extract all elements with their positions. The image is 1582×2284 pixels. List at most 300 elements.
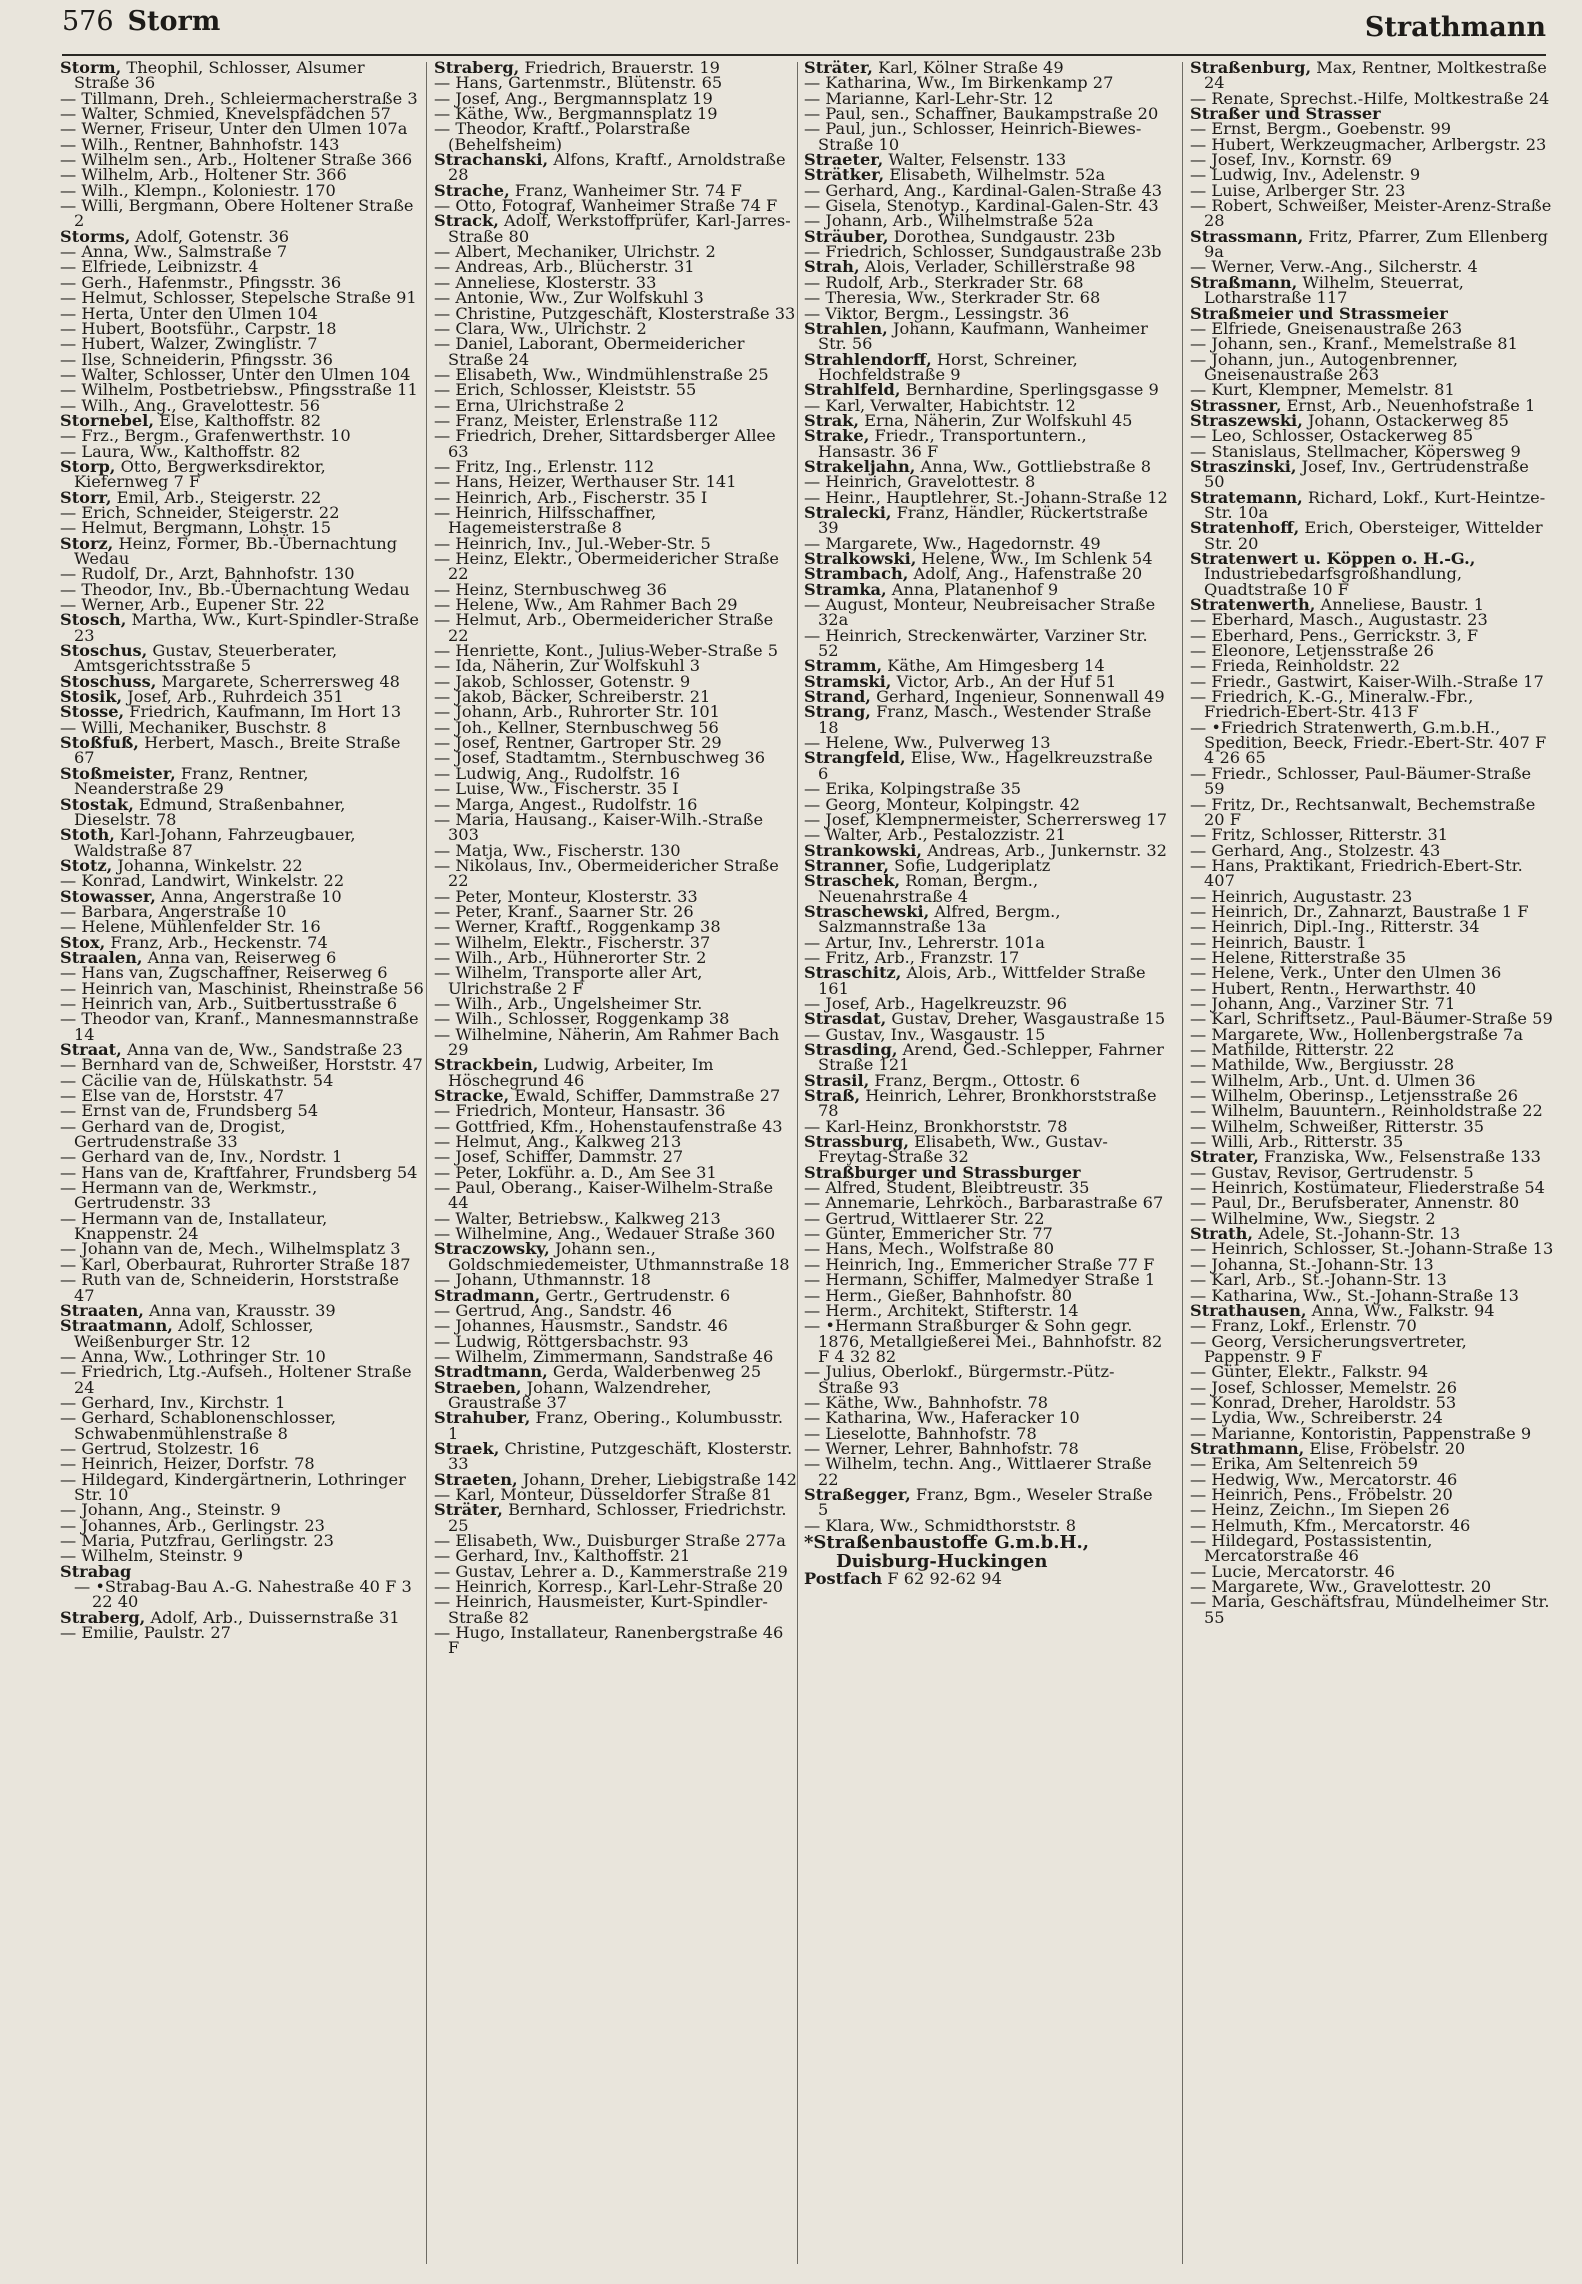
directory-entry: — Johannes, Arb., Gerlingstr. 23 [60, 1515, 325, 1535]
directory-entry: Stox, Franz, Arb., Heckenstr. 74 [60, 932, 328, 952]
directory-entry: — Helmut, Ang., Kalkweg 213 [434, 1132, 682, 1152]
directory-entry: Stranner, Sofie, Ludgeriplatz [804, 855, 1051, 875]
directory-entry: Stosch, Martha, Ww., Kurt-Spindler-Straße 23 [60, 610, 419, 645]
directory-entry: — Joh., Kellner, Sternbuschweg 56 [434, 717, 719, 737]
directory-entry: — Johannes, Hausmstr., Sandstr. 46 [434, 1316, 728, 1336]
directory-entry: — Jakob, Bäcker, Schreiberstr. 21 [434, 687, 711, 707]
directory-entry: Storp, Otto, Bergwerksdirektor, Kiefernweg 7 F [60, 456, 326, 492]
directory-entry: Strassner, Ernst, Arb., Neuenhofstraße 1 [1190, 395, 1536, 415]
directory-entry: — Eleonore, Letjensstraße 26 [1190, 641, 1434, 661]
directory-entry: Strassmann, Fritz, Pfarrer, Zum Ellenberg 9a [1190, 226, 1549, 262]
directory-entry: — Wilhelm, Transporte aller Art, Ulrichstraße 2 F [434, 963, 703, 998]
directory-entry: Stradmann, Gertr., Gertrudenstr. 6 [434, 1285, 731, 1305]
directory-entry: Storr, Emil, Arb., Steigerstr. 22 [60, 487, 322, 507]
directory-entry: — Hans, Heizer, Werthauser Str. 141 [434, 472, 737, 492]
directory-entry: Straaten, Anna van, Krausstr. 39 [60, 1300, 336, 1320]
directory-entry: Straßegger, Franz, Bgm., Weseler Straße 5 [804, 1484, 1153, 1520]
directory-entry: Storm, Theophil, Schlosser, Alsumer Straße 36 [60, 60, 365, 93]
directory-entry: Stralkowski, Helene, Ww., Im Schlenk 54 [804, 549, 1153, 568]
directory-entry: — Paul, Dr., Berufsberater, Annenstr. 80 [1190, 1193, 1520, 1213]
directory-entry: Straeben, Johann, Walzendreher, Graustraße 37 [434, 1377, 712, 1412]
directory-entry: — Hans van de, Kraftfahrer, Frundsberg 54 [60, 1162, 418, 1182]
directory-entry: — Josef, Klempnermeister, Scherrersweg 17 [804, 809, 1168, 829]
directory-entry: — Fritz, Dr., Rechtsanwalt, Bechemstraße 20 F [1190, 794, 1536, 829]
directory-entry: — Helene, Mühlenfelder Str. 16 [60, 917, 321, 937]
directory-entry: — Ernst, Bergm., Goebenstr. 99 [1190, 119, 1452, 139]
directory-entry: Stowasser, Anna, Angerstraße 10 [60, 886, 342, 906]
directory-entry: — August, Monteur, Neubreisacher Straße 32a [804, 595, 1156, 630]
directory-entry: — Heinrich, Korresp., Karl-Lehr-Straße 20 [434, 1577, 784, 1597]
directory-entry: — Wilhelm, Arb., Holtener Str. 366 [60, 165, 347, 185]
directory-entry: Strätker, Elisabeth, Wilhelmstr. 52a [804, 165, 1106, 185]
directory-entry: — Clara, Ww., Ulrichstr. 2 [434, 318, 647, 338]
directory-entry: — Heinrich, Hausmeister, Kurt-Spindler-Straße 82 [434, 1592, 768, 1627]
directory-entry: — Gertrud, Wittlaerer Str. 22 [804, 1208, 1045, 1228]
directory-entry: — Heinrich, Inv., Jul.-Weber-Str. 5 [434, 533, 711, 553]
directory-entry: — Elfriede, Gneisenaustraße 263 [1190, 318, 1463, 338]
directory-entry: Straatmann, Adolf, Schlosser, Weißenburger Str. 12 [60, 1316, 314, 1351]
directory-entry: — Josef, Schiffer, Dammstr. 27 [434, 1147, 684, 1167]
directory-entry: — Gerh., Hafenmstr., Pfingsstr. 36 [60, 272, 342, 292]
directory-entry: — Wilh., Klempn., Koloniestr. 170 [60, 180, 336, 200]
directory-entry: — Paul, sen., Schaffner, Baukampstraße 20 [804, 104, 1159, 124]
directory-entry: — Hubert, Bootsführ., Carpstr. 18 [60, 318, 337, 338]
directory-entry: — Hildegard, Kindergärtnerin, Lothringer Str. 10 [60, 1469, 406, 1504]
directory-entry: — Gerhard, Inv., Kalthoffstr. 21 [434, 1546, 691, 1566]
directory-entry: Stostak, Edmund, Straßenbahner, Dieselstr. 78 [60, 794, 346, 829]
directory-entry: — Gerhard, Inv., Kirchstr. 1 [60, 1392, 286, 1412]
directory-entry: — Friedrich, Dreher, Sittardsberger Allee 63 [434, 426, 776, 461]
directory-entry: — Maria, Geschäftsfrau, Mündelheimer Str. 55 [1190, 1592, 1550, 1627]
directory-entry: Strand, Gerhard, Ingenieur, Sonnenwall 49 [804, 687, 1165, 707]
column-divider [1182, 62, 1183, 2264]
directory-entry: — Jakob, Schlosser, Gotenstr. 9 [434, 671, 691, 691]
directory-entry: — Lydia, Ww., Schreiberstr. 24 [1190, 1408, 1443, 1428]
directory-entry: — Wilh., Arb., Hühnerorter Str. 2 [434, 947, 707, 967]
directory-entry: — Werner, Lehrer, Bahnhofstr. 78 [804, 1438, 1079, 1458]
directory-entry: — Ruth van de, Schneiderin, Horststraße 47 [60, 1270, 399, 1305]
directory-entry: Straßmann, Wilhelm, Steuerrat, Lotharstraße 117 [1190, 272, 1464, 308]
directory-entry: — Eberhard, Masch., Augustastr. 23 [1190, 610, 1488, 630]
directory-entry: Straßenburg, Max, Rentner, Moltkestraße 24 [1190, 60, 1547, 93]
directory-entry: — Katharina, Ww., Haferacker 10 [804, 1408, 1080, 1428]
directory-entry: Sträter, Bernhard, Schlosser, Friedrichstr. 25 [434, 1500, 787, 1535]
directory-entry: — Wilhelm, techn. Ang., Wittlaerer Straße 22 [804, 1454, 1152, 1489]
directory-entry: — Luise, Arlberger Str. 23 [1190, 180, 1406, 200]
directory-entry: Strangfeld, Elise, Ww., Hagelkreuzstraße 6 [804, 748, 1153, 783]
directory-entry: Strachanski, Alfons, Kraftf., Arnoldstraße 28 [434, 150, 786, 185]
directory-entry: Strake, Friedr., Transportuntern., Hansastr. 36 F [804, 426, 1087, 461]
directory-entry: — Margarete, Ww., Hagedornstr. 49 [804, 533, 1101, 553]
directory-entry: — Tillmann, Dreh., Schleiermacherstraße 3 [60, 88, 418, 108]
directory-entry: — Walter, Schmied, Knevelspfädchen 57 [60, 104, 391, 124]
column-divider [797, 62, 798, 2264]
directory-entry: — Julius, Oberlokf., Bürgermstr.-Pütz-Straße 93 [804, 1362, 1115, 1397]
directory-entry: — Gerhard van de, Inv., Nordstr. 1 [60, 1147, 343, 1167]
directory-entry: — Wilh., Ang., Gravelottestr. 56 [60, 395, 321, 415]
directory-entry: Straczowsky, Johann sen., Goldschmiedemeister, Uthmannstraße 18 [434, 1239, 790, 1274]
directory-entry: — Wilhelm, Steinstr. 9 [60, 1546, 244, 1566]
directory-entry: Stotz, Johanna, Winkelstr. 22 [60, 855, 303, 875]
directory-entry: — Rudolf, Arb., Sterkrader Str. 68 [804, 272, 1084, 292]
directory-entry: Storms, Adolf, Gotenstr. 36 [60, 226, 290, 246]
directory-entry: — Karl-Heinz, Bronkhorststr. 78 [804, 1116, 1068, 1136]
directory-entry: — Hans, Mech., Wolfstraße 80 [804, 1239, 1054, 1259]
directory-entry: — Georg, Monteur, Kolpingstr. 42 [804, 794, 1081, 814]
directory-entry: — Artur, Inv., Lehrerstr. 101a [804, 932, 1045, 952]
directory-entry: Straschewski, Alfred, Bergm., Salzmannstraße 13a [804, 901, 1061, 937]
directory-entry: — Marga, Angest., Rudolfstr. 16 [434, 794, 698, 814]
directory-entry: Stramski, Victor, Arb., An der Huf 51 [804, 671, 1117, 691]
directory-entry: — Wilhelm sen., Arb., Holtener Straße 366 [60, 150, 413, 170]
directory-entry: Strakeljahn, Anna, Ww., Gottliebstraße 8 [804, 456, 1152, 476]
directory-entry: Strahuber, Franz, Obering., Kolumbusstr. 1 [434, 1408, 784, 1443]
directory-entry: — Friedr., Schlosser, Paul-Bäumer-Straße 59 [1190, 763, 1532, 799]
directory-entry: — Gottfried, Kfm., Hohenstaufenstraße 43 [434, 1116, 783, 1136]
directory-entry: Straberg, Adolf, Arb., Duissernstraße 31 [60, 1607, 400, 1627]
directory-entry: Strahlfeld, Bernhardine, Sperlingsgasse 9 [804, 380, 1159, 400]
directory-entry: — Heinrich, Gravelottestr. 8 [804, 472, 1036, 492]
directory-entry: — Wilhelm, Bauuntern., Reinholdstraße 22 [1190, 1101, 1543, 1121]
directory-entry: — Andreas, Arb., Blücherstr. 31 [434, 257, 695, 277]
column-2 [434, 60, 798, 2268]
directory-entry: — Hubert, Walzer, Zwinglistr. 7 [60, 334, 318, 354]
directory-entry: — Paul, jun., Schlosser, Heinrich-Biewes-Straße 10 [804, 119, 1142, 154]
directory-entry: — Lieselotte, Bahnhofstr. 78 [804, 1423, 1037, 1443]
directory-entry: — Wilh., Rentner, Bahnhofstr. 143 [60, 134, 340, 154]
directory-entry: — Wilh., Arb., Ungelsheimer Str. [434, 993, 703, 1013]
directory-entry: — Fritz, Ing., Erlenstr. 112 [434, 456, 655, 476]
directory-entry: — Werner, Friseur, Unter den Ulmen 107a [60, 119, 408, 139]
directory-entry: — Heinz, Sternbuschweg 36 [434, 579, 667, 599]
directory-entry: — Eberhard, Pens., Gerrickstr. 3, F [1190, 625, 1479, 645]
page-number: 576 [62, 6, 114, 37]
directory-entry: Sträuber, Dorothea, Sundgaustr. 23b [804, 226, 1116, 246]
directory-entry: — Herm., Architekt, Stifterstr. 14 [804, 1300, 1079, 1320]
directory-entry: — Karl, Verwalter, Habichtstr. 12 [804, 395, 1076, 415]
directory-entry: — Erika, Am Seltenreich 59 [1190, 1454, 1419, 1474]
directory-entry: — Friedrich, Schlosser, Sundgaustraße 23b [804, 242, 1162, 262]
directory-entry: — Lucie, Mercatorstr. 46 [1190, 1561, 1395, 1581]
directory-entry: — Josef, Rentner, Gartroper Str. 29 [434, 733, 722, 753]
directory-entry: — Gertrud, Ang., Sandstr. 46 [434, 1300, 673, 1320]
directory-entry: — Matja, Ww., Fischerstr. 130 [434, 840, 681, 860]
directory-entry: Strasil, Franz, Bergm., Ottostr. 6 [804, 1070, 1080, 1090]
directory-entry: — Hubert, Werkzeugmacher, Arlbergstr. 23 [1190, 134, 1547, 154]
directory-entry: — Konrad, Landwirt, Winkelstr. 22 [60, 871, 345, 891]
directory-entry: — Heinrich, Kostümateur, Fliederstraße 54 [1190, 1178, 1545, 1198]
directory-entry: — Karl, Oberbaurat, Ruhrorter Straße 187 [60, 1254, 411, 1274]
directory-entry: Straschek, Roman, Bergm., Neuenahrstraße 4 [804, 871, 1039, 906]
directory-entry: — Johann, Ang., Steinstr. 9 [60, 1500, 281, 1520]
directory-entry: — Hermann van de, Werkmstr., Gertrudenstr. 33 [60, 1178, 318, 1213]
directory-entry: Strache, Franz, Wanheimer Str. 74 F [434, 180, 742, 200]
directory-entry: — Wilhelm, Elektr., Fischerstr. 37 [434, 932, 711, 952]
directory-entry: — Heinrich, Augustastr. 23 [1190, 886, 1413, 906]
directory-entry: — Antonie, Ww., Zur Wolfskuhl 3 [434, 288, 704, 308]
column-divider [426, 62, 427, 2264]
directory-entry: Stoschuss, Margarete, Scherrersweg 48 [60, 671, 400, 691]
directory-entry: Strack, Adolf, Werkstoffprüfer, Karl-Jarres-Straße 80 [434, 211, 791, 246]
directory-entry: Strak, Erna, Näherin, Zur Wolfskuhl 45 [804, 410, 1133, 430]
directory-entry: — Josef, Arb., Hagelkreuzstr. 96 [804, 993, 1068, 1013]
directory-entry: — Kurt, Klempner, Memelstr. 81 [1190, 380, 1455, 400]
directory-entry: — Anna, Ww., Salmstraße 7 [60, 242, 288, 262]
directory-entry: — Stanislaus, Stellmacher, Köpersweg 9 [1190, 441, 1521, 461]
directory-entry: — Heinrich, Dipl.-Ing., Ritterstr. 34 [1190, 917, 1480, 937]
directory-entry: — Wilhelm, Arb., Unt. d. Ulmen 36 [1190, 1070, 1476, 1090]
directory-entry: — Käthe, Ww., Bahnhofstr. 78 [804, 1392, 1049, 1412]
directory-entry: Straßmeier und Strassmeier [1190, 303, 1448, 323]
directory-entry: — Anneliese, Klosterstr. 33 [434, 272, 657, 292]
directory-entry: Strankowski, Andreas, Arb., Junkernstr. 32 [804, 840, 1167, 860]
directory-entry: — Josef, Inv., Kornstr. 69 [1190, 150, 1392, 170]
directory-entry: — Friedrich, K.-G., Mineralw.-Fbr., Friedrich-Ebert-Str. 413 F [1190, 687, 1474, 722]
directory-entry: Strang, Franz, Masch., Westender Straße 18 [804, 702, 1152, 737]
directory-entry: — Christine, Putzgeschäft, Klosterstraße 33 [434, 303, 796, 323]
directory-entry: — Katharina, Ww., Im Birkenkamp 27 [804, 73, 1114, 93]
directory-entry: — Ernst van de, Frundsberg 54 [60, 1101, 319, 1121]
directory-entry: *Straßenbaustoffe G.m.b.H., [804, 1532, 1090, 1553]
page-header [62, 2, 1546, 48]
directory-entry: — Gertrud, Stolzestr. 16 [60, 1438, 260, 1458]
directory-entry: — Franz, Lokf., Erlenstr. 70 [1190, 1316, 1417, 1336]
column-4 [1190, 60, 1554, 2268]
directory-entry: — Willi, Arb., Ritterstr. 35 [1190, 1132, 1404, 1152]
header-last-name: Strathmann [1364, 12, 1546, 43]
directory-entry: — Robert, Schweißer, Meister-Arenz-Straße 28 [1190, 196, 1552, 231]
directory-entry: — Gustav, Lehrer a. D., Kammerstraße 219 [434, 1561, 788, 1581]
directory-entry: — Helene, Verk., Unter den Ulmen 36 [1190, 963, 1502, 983]
directory-entry: — Georg, Versicherungsvertreter, Pappenstr. 9 F [1190, 1331, 1467, 1366]
directory-entry: — Otto, Fotograf, Wanheimer Straße 74 F [434, 196, 778, 216]
directory-entry: Straberg, Friedrich, Brauerstr. 19 [434, 60, 720, 77]
directory-entry: — Karl, Schriftsetz., Paul-Bäumer-Straße 59 [1190, 1009, 1553, 1029]
header-first-name: Storm [127, 6, 221, 37]
directory-entry: Stoth, Karl-Johann, Fahrzeugbauer, Waldstraße 87 [60, 825, 356, 860]
directory-entry: — Nikolaus, Inv., Obermeidericher Straße 22 [434, 855, 779, 891]
directory-entry: — Klara, Ww., Schmidthorststr. 8 [804, 1515, 1076, 1535]
directory-entry: Stramm, Käthe, Am Himgesberg 14 [804, 656, 1105, 676]
directory-entry: Straschitz, Alois, Arb., Wittfelder Straße 161 [804, 963, 1146, 998]
directory-entry: — Johann, sen., Kranf., Memelstraße 81 [1190, 334, 1518, 354]
directory-entry: — Hedwig, Ww., Mercatorstr. 46 [1190, 1469, 1458, 1489]
directory-entry: — Heinr., Hauptlehrer, St.-Johann-Straße 12 [804, 487, 1168, 507]
directory-entry: — Hermann van de, Installateur, Knappenstr. 24 [60, 1208, 328, 1244]
directory-entry: Straek, Christine, Putzgeschäft, Klosterstr. 33 [434, 1438, 793, 1474]
column-3 [804, 60, 1168, 2268]
directory-entry: Straszewski, Johann, Ostackerweg 85 [1190, 410, 1509, 430]
directory-entry: — Peter, Lokführ. a. D., Am See 31 [434, 1162, 717, 1182]
directory-entry: — Hugo, Installateur, Ranenbergstraße 46 F [434, 1623, 784, 1658]
directory-entry: — Annemarie, Lehrköch., Barbarastraße 67 [804, 1193, 1164, 1213]
directory-entry: — Viktor, Bergm., Lessingstr. 36 [804, 303, 1070, 323]
directory-entry: Strasding, Arend, Ged.-Schlepper, Fahrner Straße 121 [804, 1040, 1164, 1075]
directory-entry: — Wilhelmine, Ang., Wedauer Straße 360 [434, 1224, 776, 1244]
directory-entry: Stratenhoff, Erich, Obersteiger, Wittelder Str. 20 [1190, 518, 1543, 553]
directory-entry: — Karl, Monteur, Düsseldorfer Straße 81 [434, 1484, 772, 1504]
directory-entry: — Walter, Schlosser, Unter den Ulmen 104 [60, 364, 411, 384]
directory-entry: — Mathilde, Ww., Bergiusstr. 28 [1190, 1055, 1455, 1075]
directory-entry: — Alfred, Student, Bleibtreustr. 35 [804, 1178, 1090, 1198]
directory-entry: — Werner, Verw.-Ang., Silcherstr. 4 [1190, 257, 1478, 277]
directory-entry: — Theodor van, Kranf., Mannesmannstraße 14 [60, 1009, 419, 1044]
directory-entry: — Heinrich, Pens., Fröbelstr. 20 [1190, 1484, 1453, 1504]
directory-entry: — Renate, Sprechst.-Hilfe, Moltkestraße 24 [1190, 88, 1550, 108]
directory-entry: Stornebel, Else, Kalthoffstr. 82 [60, 410, 322, 430]
directory-entry: — Fritz, Schlosser, Ritterstr. 31 [1190, 825, 1449, 845]
directory-entry: — Helmut, Schlosser, Stepelsche Straße 91 [60, 288, 417, 308]
directory-entry: — Frz., Bergm., Grafenwerthstr. 10 [60, 426, 351, 446]
directory-entry: — Ludwig, Inv., Adelenstr. 9 [1190, 165, 1421, 185]
directory-entry: — Wilh., Schlosser, Roggenkamp 38 [434, 1009, 730, 1029]
directory-entry: — Leo, Schlosser, Ostackerweg 85 [1190, 426, 1474, 446]
directory-entry: Stratemann, Richard, Lokf., Kurt-Heintze-Str. 10a [1190, 487, 1546, 522]
directory-entry: Stosse, Friedrich, Kaufmann, Im Hort 13 [60, 702, 402, 722]
directory-entry: — Peter, Monteur, Klosterstr. 33 [434, 886, 698, 906]
directory-entry: — Josef, Stadtamtm., Sternbuschweg 36 [434, 748, 766, 768]
directory-entry: Strasdat, Gustav, Dreher, Wasgaustraße 15 [804, 1009, 1166, 1029]
directory-entry: Stratenwert u. Köppen o. H.-G., Industriebedarfsgroßhandlung, Quadtstraße 10 F [1190, 549, 1476, 599]
directory-entry: — Johann, Arb., Ruhrorter Str. 101 [434, 702, 720, 722]
directory-entry: — Theodor, Inv., Bb.-Übernachtung Wedau [60, 579, 410, 599]
directory-entry: — Hans, Praktikant, Friedrich-Ebert-Str. 407 [1190, 855, 1523, 891]
directory-entry: — Heinrich, Schlosser, St.-Johann-Straße 13 [1190, 1239, 1554, 1259]
directory-entry: — Marianne, Karl-Lehr-Str. 12 [804, 88, 1054, 108]
directory-entry: Strathmann, Elise, Fröbelstr. 20 [1190, 1438, 1466, 1458]
directory-entry: Strabag [60, 1561, 132, 1581]
directory-entry: — Theresia, Ww., Sterkrader Str. 68 [804, 288, 1101, 308]
directory-entry: Strah, Alois, Verlader, Schillerstraße 98 [804, 257, 1136, 277]
directory-entry: — Johann van de, Mech., Wilhelmsplatz 3 [60, 1239, 401, 1259]
directory-entry: — Wilhelm, Postbetriebsw., Pfingsstraße 11 [60, 380, 418, 400]
directory-entry: — Paul, Oberang., Kaiser-Wilhelm-Straße 44 [434, 1178, 774, 1213]
directory-entry: — Mathilde, Ritterstr. 22 [1190, 1040, 1395, 1059]
directory-entry: — Erich, Schlosser, Kleiststr. 55 [434, 380, 697, 400]
directory-entry: — Helene, Ww., Pulverweg 13 [804, 733, 1051, 753]
directory-entry: — Theodor, Kraftf., Polarstraße (Behelfsheim) [434, 119, 691, 154]
directory-entry: — Fritz, Arb., Franzstr. 17 [804, 947, 1020, 967]
directory-entry: Stracke, Ewald, Schiffer, Dammstraße 27 [434, 1086, 781, 1106]
directory-entry: — Werner, Arb., Eupener Str. 22 [60, 595, 325, 615]
directory-entry: — Wilhelm, Zimmermann, Sandstraße 46 [434, 1346, 774, 1366]
directory-entry: — Maria, Putzfrau, Gerlingstr. 23 [60, 1531, 334, 1550]
directory-entry: — Cäcilie van de, Hülskathstr. 54 [60, 1070, 334, 1090]
directory-entry: Strathausen, Anna, Ww., Falkstr. 94 [1190, 1300, 1495, 1320]
directory-entry: — Laura, Ww., Kalthoffstr. 82 [60, 441, 301, 461]
directory-entry: — Josef, Ang., Bergmannsplatz 19 [434, 88, 713, 108]
directory-entry: — Erika, Kolpingstraße 35 [804, 779, 1022, 799]
directory-entry: — Herm., Gießer, Bahnhofstr. 80 [804, 1285, 1073, 1305]
directory-entry: — Luise, Ww., Fischerstr. 35 I [434, 779, 679, 799]
directory-entry: — Werner, Kraftf., Roggenkamp 38 [434, 917, 721, 937]
directory-entry: Straßer und Strasser [1190, 104, 1381, 124]
directory-entry: — Gerhard, Schablonenschlosser, Schwabenmühlenstraße 8 [60, 1408, 337, 1443]
directory-entry: Stramka, Anna, Platanenhof 9 [804, 579, 1059, 599]
directory-entry: — Wilhelm, Schweißer, Ritterstr. 35 [1190, 1116, 1485, 1136]
directory-entry: — Peter, Kranf., Saarner Str. 26 [434, 901, 694, 921]
directory-entry: — Heinrich, Streckenwärter, Varziner Str. 52 [804, 625, 1148, 661]
directory-entry: Stralecki, Franz, Händler, Rückertstraße 39 [804, 502, 1148, 538]
directory-entry: Storz, Heinz, Former, Bb.-Übernachtung Wedau [60, 533, 398, 568]
directory-entry: Straalen, Anna van, Reiserweg 6 [60, 947, 337, 967]
directory-entry: — Johann, Arb., Wilhelmstraße 52a [804, 211, 1094, 231]
directory-entry: — Erna, Ulrichstraße 2 [434, 395, 625, 415]
directory-entry: Strahlendorff, Horst, Schreiner, Hochfeldstraße 9 [804, 349, 1078, 384]
directory-entry: — Ilse, Schneiderin, Pfingsstr. 36 [60, 349, 333, 369]
directory-entry: Stoßmeister, Franz, Rentner, Neanderstraße 29 [60, 763, 309, 799]
directory-entry: Strater, Franziska, Ww., Felsenstraße 133 [1190, 1147, 1541, 1167]
directory-entry: — Elisabeth, Ww., Duisburger Straße 277a [434, 1531, 786, 1550]
directory-entry: — Marianne, Kontoristin, Pappenstraße 9 [1190, 1423, 1532, 1443]
directory-entry: — Heinrich, Hilfsschaffner, Hagemeisterstraße 8 [434, 502, 657, 538]
directory-entry: — Gustav, Revisor, Gertrudenstr. 5 [1190, 1162, 1474, 1182]
directory-entry: — Albert, Mechaniker, Ulrichstr. 2 [434, 242, 716, 262]
column-1 [60, 60, 424, 2268]
directory-entry: Straszinski, Josef, Inv., Gertrudenstraße 50 [1190, 456, 1529, 492]
directory-entry: Straeten, Johann, Dreher, Liebigstraße 142 [434, 1469, 797, 1489]
directory-entry: Postfach F 62 92-62 94 [804, 1569, 1002, 1588]
directory-entry: — Maria, Hausang., Kaiser-Wilh.-Straße 303 [434, 809, 764, 845]
directory-entry: — Wilhelmine, Ww., Siegstr. 2 [1190, 1208, 1436, 1228]
directory-entry: — Heinz, Zeichn., Im Siepen 26 [1190, 1500, 1450, 1520]
directory-entry: — Rudolf, Dr., Arzt, Bahnhofstr. 130 [60, 564, 355, 584]
directory-entry: — Heinrich, Heizer, Dorfstr. 78 [60, 1454, 315, 1474]
directory-entry: Stradtmann, Gerda, Walderbenweg 25 [434, 1362, 762, 1382]
directory-entry: — Hildegard, Postassistentin, Mercatorstraße 46 [1190, 1531, 1433, 1566]
directory-entry: — Gerhard van de, Drogist, Gertrudenstraße 33 [60, 1116, 286, 1152]
directory-entry: — Gerhard, Ang., Stolzestr. 43 [1190, 840, 1441, 860]
directory-entry: — Heinrich van, Arb., Suitbertusstraße 6 [60, 993, 398, 1013]
directory-entry: Straßburger und Strassburger [804, 1162, 1081, 1182]
directory-entry: — Else van de, Horststr. 47 [60, 1086, 285, 1106]
directory-entry: — Ida, Näherin, Zur Wolfskuhl 3 [434, 656, 701, 676]
directory-entry: — Heinrich, Arb., Fischerstr. 35 I [434, 487, 708, 507]
directory-entry: — Käthe, Ww., Bergmannsplatz 19 [434, 104, 718, 124]
directory-entry: — Konrad, Dreher, Haroldstr. 53 [1190, 1392, 1457, 1412]
directory-entry: — Willi, Mechaniker, Buschstr. 8 [60, 717, 327, 737]
directory-entry: — Frieda, Reinholdstr. 22 [1190, 656, 1401, 676]
directory-entry: Stosik, Josef, Arb., Ruhrdeich 351 [60, 687, 344, 707]
directory-entry: — Johanna, St.-Johann-Str. 13 [1190, 1254, 1434, 1274]
directory-entry: — Helene, Ww., Am Rahmer Bach 29 [434, 595, 738, 615]
directory-entry: Strahlen, Johann, Kaufmann, Wanheimer Str. 56 [804, 318, 1148, 354]
directory-entry: — Heinrich, Baustr. 1 [1190, 932, 1367, 952]
directory-entry: — Heinrich, Ing., Emmericher Straße 77 F [804, 1254, 1155, 1274]
directory-entry: — Margarete, Ww., Hollenbergstraße 7a [1190, 1024, 1523, 1044]
directory-entry: — Walter, Betriebsw., Kalkweg 213 [434, 1208, 721, 1228]
directory-entry: Strassburg, Elisabeth, Ww., Gustav-Freytag-Straße 32 [804, 1132, 1108, 1167]
directory-entry: — Hans, Gartenmstr., Blütenstr. 65 [434, 73, 723, 93]
directory-entry: — Helene, Ritterstraße 35 [1190, 947, 1407, 967]
directory-entry: — Friedrich, Ltg.-Aufseh., Holtener Straße 24 [60, 1362, 412, 1397]
directory-entry: — Günter, Elektr., Falkstr. 94 [1190, 1362, 1429, 1382]
directory-entry: — Erich, Schneider, Steigerstr. 22 [60, 502, 340, 522]
directory-entry: — Wilhelm, Oberinsp., Letjensstraße 26 [1190, 1086, 1519, 1106]
directory-entry: — Herta, Unter den Ulmen 104 [60, 303, 318, 323]
directory-entry: — Heinz, Elektr., Obermeidericher Straße 22 [434, 549, 779, 584]
directory-entry: — •Friedrich Stratenwerth, G.m.b.H., Spedition, Beeck, Friedr.-Ebert-Str. 407 F 4 26 65 [1190, 717, 1547, 768]
directory-entry: — Heinrich, Dr., Zahnarzt, Baustraße 1 F [1190, 901, 1529, 921]
directory-entry: — Friedrich, Monteur, Hansastr. 36 [434, 1101, 726, 1121]
directory-entry: — Henriette, Kont., Julius-Weber-Straße 5 [434, 641, 779, 661]
directory-entry: — Johann, jun., Autogenbrenner, Gneisenaustraße 263 [1190, 349, 1459, 384]
directory-entry: Stratenwerth, Anneliese, Baustr. 1 [1190, 595, 1485, 615]
directory-entry: — Wilhelmine, Näherin, Am Rahmer Bach 29 [434, 1024, 780, 1059]
directory-entry: — Anna, Ww., Lothringer Str. 10 [60, 1346, 326, 1366]
directory-entry: — Helmut, Bergmann, Lohstr. 15 [60, 518, 332, 538]
directory-entry: Sträter, Karl, Kölner Straße 49 [804, 60, 1064, 77]
